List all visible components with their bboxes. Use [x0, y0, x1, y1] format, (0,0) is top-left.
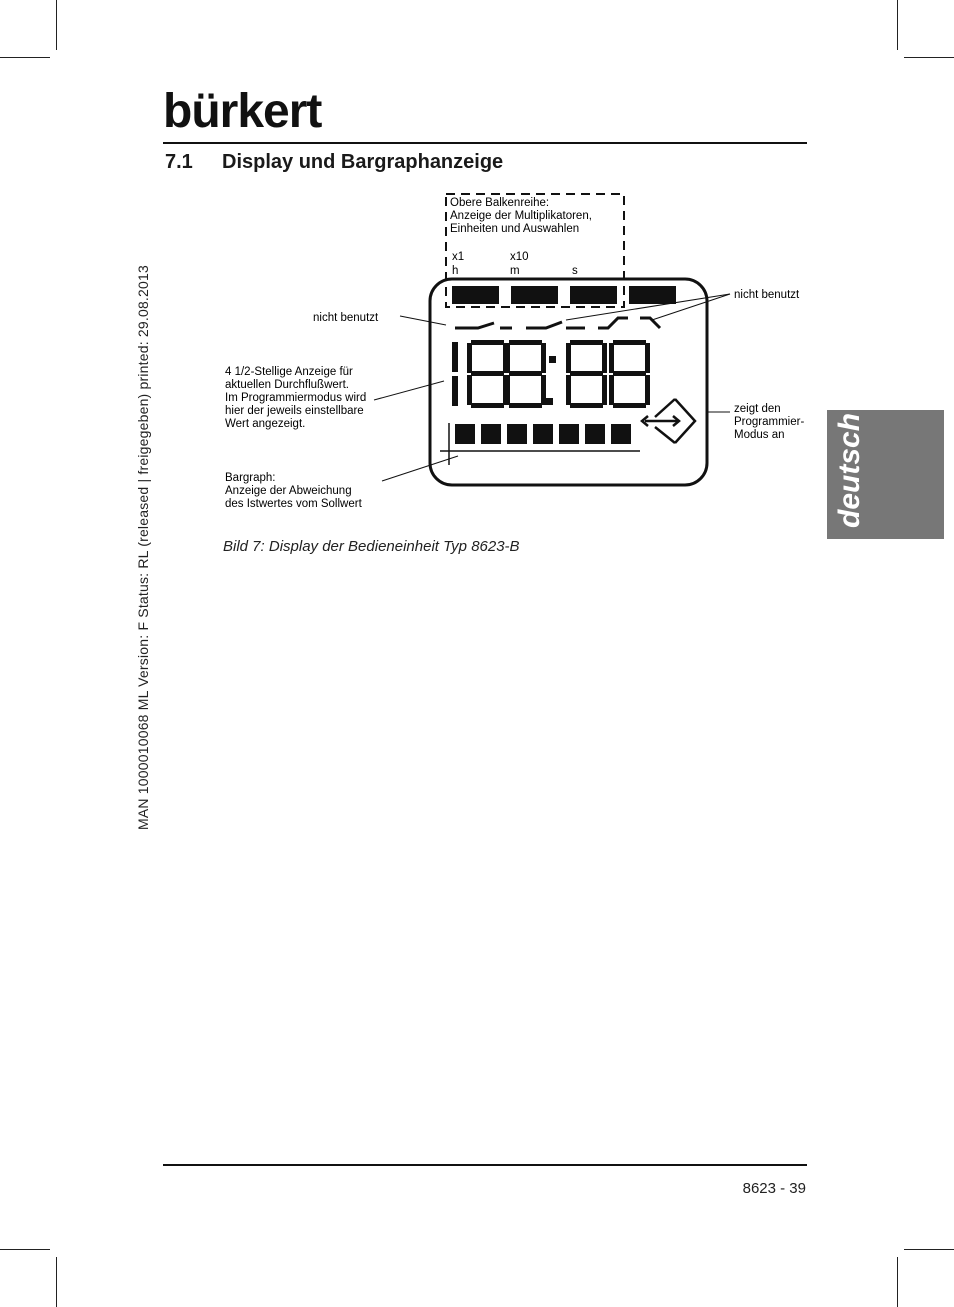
upper-bar-label-3: Einheiten und Auswahlen	[450, 223, 580, 235]
multiplier-x10: x10	[510, 251, 529, 263]
callout-lines	[374, 294, 730, 481]
page-number: 8623 - 39	[742, 1180, 806, 1197]
document-status-sidebar: MAN 1000010068 ML Version: F Status: RL (released | freigegeben) printed: 29.08.2013	[135, 265, 151, 830]
crop-mark	[0, 1249, 50, 1250]
unit-s: s	[572, 265, 578, 277]
program-mode-icon	[642, 399, 695, 443]
label-digits-2: aktuellen Durchflußwert.	[225, 379, 349, 391]
label-not-used-left: nicht benutzt	[313, 312, 379, 324]
label-program-mode-3: Modus an	[734, 429, 785, 441]
seven-segment-display	[452, 340, 650, 408]
figure-caption: Bild 7: Display der Bedieneinheit Typ 8623-B	[223, 538, 520, 555]
crop-mark	[897, 1257, 898, 1307]
display-diagram	[0, 0, 954, 600]
label-digits-1: 4 1/2-Stellige Anzeige für	[225, 366, 353, 378]
upper-bar-segment	[629, 286, 676, 304]
label-program-mode-2: Programmier-	[734, 416, 805, 428]
upper-bar-label-2: Anzeige der Multiplikatoren,	[450, 210, 592, 222]
unit-h: h	[452, 265, 459, 277]
section-number: 7.1	[165, 151, 193, 173]
multiplier-x1: x1	[452, 251, 465, 263]
label-digits-3: Im Programmiermodus wird	[225, 392, 367, 404]
upper-bar-segment	[570, 286, 617, 304]
crop-mark	[56, 1257, 57, 1307]
upper-bar-segment	[511, 286, 558, 304]
label-bargraph-2: Anzeige der Abweichung	[225, 485, 352, 497]
section-title: Display und Bargraphanzeige	[222, 151, 504, 173]
upper-bar-label-1: Obere Balkenreihe:	[450, 197, 550, 209]
upper-bar-segment	[452, 286, 499, 304]
brand-logo: bürkert	[163, 85, 322, 138]
switch-symbols	[455, 318, 660, 328]
label-program-mode-1: zeigt den	[734, 403, 781, 415]
unit-m: m	[510, 265, 520, 277]
label-digits-4: hier der jeweils einstellbare	[225, 405, 364, 417]
label-digits-5: Wert angezeigt.	[225, 418, 306, 430]
bargraph	[455, 424, 631, 444]
label-bargraph-3: des Istwertes vom Sollwert	[225, 498, 362, 510]
language-tab-label: deutsch	[833, 412, 866, 528]
footer-rule	[163, 1164, 807, 1166]
crop-mark	[904, 1249, 954, 1250]
label-not-used-right: nicht benutzt	[734, 289, 800, 301]
label-bargraph-1: Bargraph:	[225, 472, 276, 484]
